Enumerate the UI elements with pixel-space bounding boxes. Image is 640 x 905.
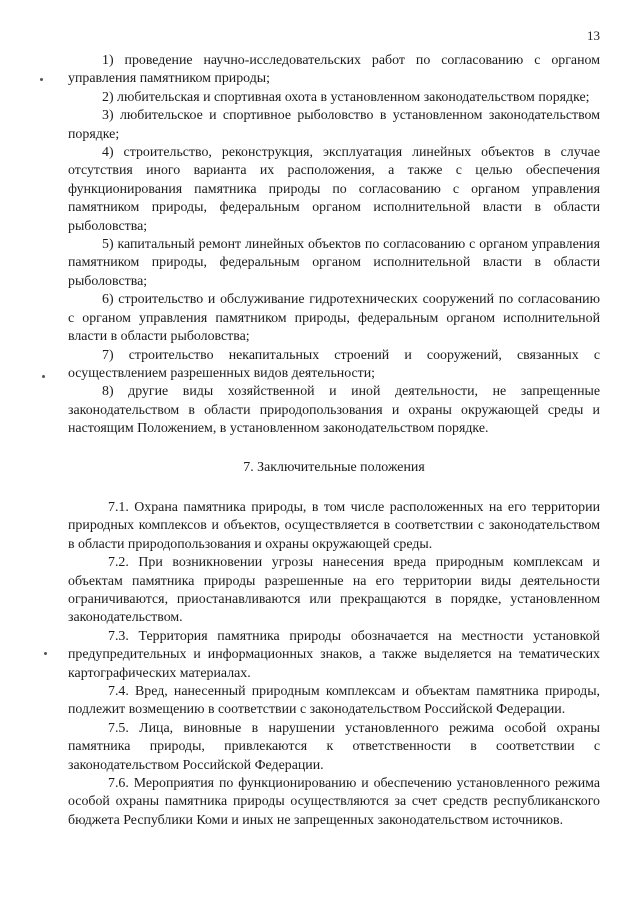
list-item: 1) проведение научно-исследовательских работ по согласованию с органом управления памятником природы; — [68, 53, 600, 87]
scan-speck — [42, 375, 45, 378]
list-item: 4) строительство, реконструкция, эксплуатация линейных объектов в случае отсутствия иного варианта их расположения, а также с целью обеспечения функционирования памятника природы по согласованию с органом управления памятником природы, федеральным органом исполнительной власти в области рыболовства; — [68, 145, 600, 234]
list-item: 6) строительство и обслуживание гидротехнических сооружений по согласованию с органом управления памятником природы, федеральным органом исполнительной власти в области рыболовства; — [68, 292, 600, 345]
clause-paragraph: 7.6. Мероприятия по функционированию и обеспечению установленного режима особой охраны памятника природы осуществляются за счет средств республиканского бюджета Республики Коми и иных не запрещенных законодательством источников. — [68, 776, 600, 828]
list-item: 7) строительство некапитальных строений и сооружений, связанных с осуществлением разрешенных видов деятельности; — [68, 347, 600, 381]
page-number: 13 — [587, 28, 600, 43]
clause-paragraph: 7.3. Территория памятника природы обозначается на местности установкой предупредительных и информационных знаков, а также выделяется на тематических картографических материалах. — [68, 628, 600, 681]
document-body — [68, 52, 600, 830]
section-title: 7. Заключительные положения — [243, 459, 425, 475]
scan-speck — [40, 78, 43, 81]
list-item: 8) другие виды хозяйственной и иной деятельности, не запрещенные законодательством в области природопользования и охраны окружающей среды и настоящим Положением, в установленном законодательством порядке. — [68, 384, 600, 437]
clause-paragraph: 7.1. Охрана памятника природы, в том числе расположенных на его территории природных комплексов и объектов, осуществляется в соответствии с законодательством в области природопользования и охраны окружающей среды. — [68, 499, 600, 552]
list-item: 2) любительская и спортивная охота в установленном законодательством порядке; — [102, 89, 590, 105]
clause-paragraph: 7.4. Вред, нанесенный природным комплексам и объектам памятника природы, подлежит возмещению в соответствии с законодательством Российской Федерации. — [68, 684, 600, 718]
scan-speck — [44, 652, 47, 655]
list-item: 3) любительское и спортивное рыболовство в установленном законодательством порядке; — [68, 108, 600, 142]
clause-paragraph: 7.2. При возникновении угрозы нанесения вреда природным комплексам и объектам памятника природы разрешенные на его территории виды деятельности ограничиваются, приостанавливаются или прекращаются в порядке, установленном законодательством. — [68, 555, 600, 626]
clause-paragraph: 7.5. Лица, виновные в нарушении установленного режима особой охраны памятника природы, привлекаются к ответственности в соответствии с законодательством Российской Федерации. — [68, 720, 600, 773]
list-item: 5) капитальный ремонт линейных объектов по согласованию с органом управления памятником природы, федеральным органом исполнительной власти в области рыболовства; — [68, 237, 600, 289]
